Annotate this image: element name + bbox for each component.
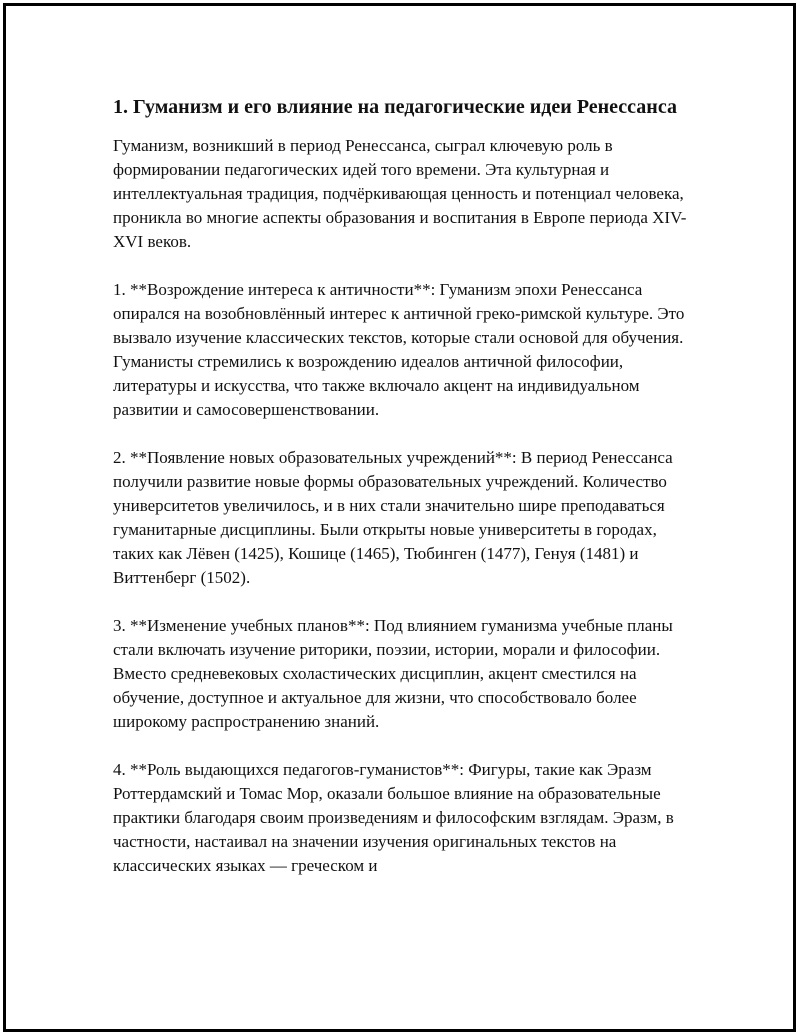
section-heading: 1. Гуманизм и его влияние на педагогические идеи Ренессанса xyxy=(113,96,677,118)
paragraph-antiquity: 1. **Возрождение интереса к античности**: Гуманизм эпохи Ренессанса опирался на возобновлённый интерес к античной греко-римской культуре. Это вызвало изучение классических текстов, которые стали основой для обучения. Гуманисты стремились к возрождению идеалов античной философии, литературы и искусства, что также включало акцент на индивидуальном развитии и самосовершенствовании. xyxy=(113,280,685,419)
paragraph-curricula: 3. **Изменение учебных планов**: Под влиянием гуманизма учебные планы стали включать изучение риторики, поэзии, истории, морали и философии. Вместо средневековых схоластических дисциплин, акцент сместился на обучение, доступное и актуальное для жизни, что способствовало более широкому распространению знаний. xyxy=(113,616,673,731)
document-body xyxy=(113,93,693,902)
paragraph-institutions: 2. **Появление новых образовательных учреждений**: В период Ренессанса получили развитие новые формы образовательных учреждений. Количество университетов увеличилось, и в них стали значительно шире преподаваться гуманитарные дисциплины. Были открыты новые университеты в городах, таких как Лёвен (1425), Кошице (1465), Тюбинген (1477), Генуя (1481) и Виттенберг (1502). xyxy=(113,448,673,587)
intro-paragraph: Гуманизм, возникший в период Ренессанса, сыграл ключевую роль в формировании педагогических идей того времени. Эта культурная и интеллектуальная традиция, подчёркивающая ценность и потенциал человека, проникла во многие аспекты образования и воспитания в Европе периода XIV-XVI веков. xyxy=(113,136,687,251)
paragraph-educators: 4. **Роль выдающихся педагогов-гуманистов**: Фигуры, такие как Эразм Роттердамский и Томас Мор, оказали большое влияние на образовательные практики благодаря своим произведениям и философским взглядам. Эразм, в частности, настаивал на значении изучения оригинальных текстов на классических языках — греческом и xyxy=(113,760,674,875)
